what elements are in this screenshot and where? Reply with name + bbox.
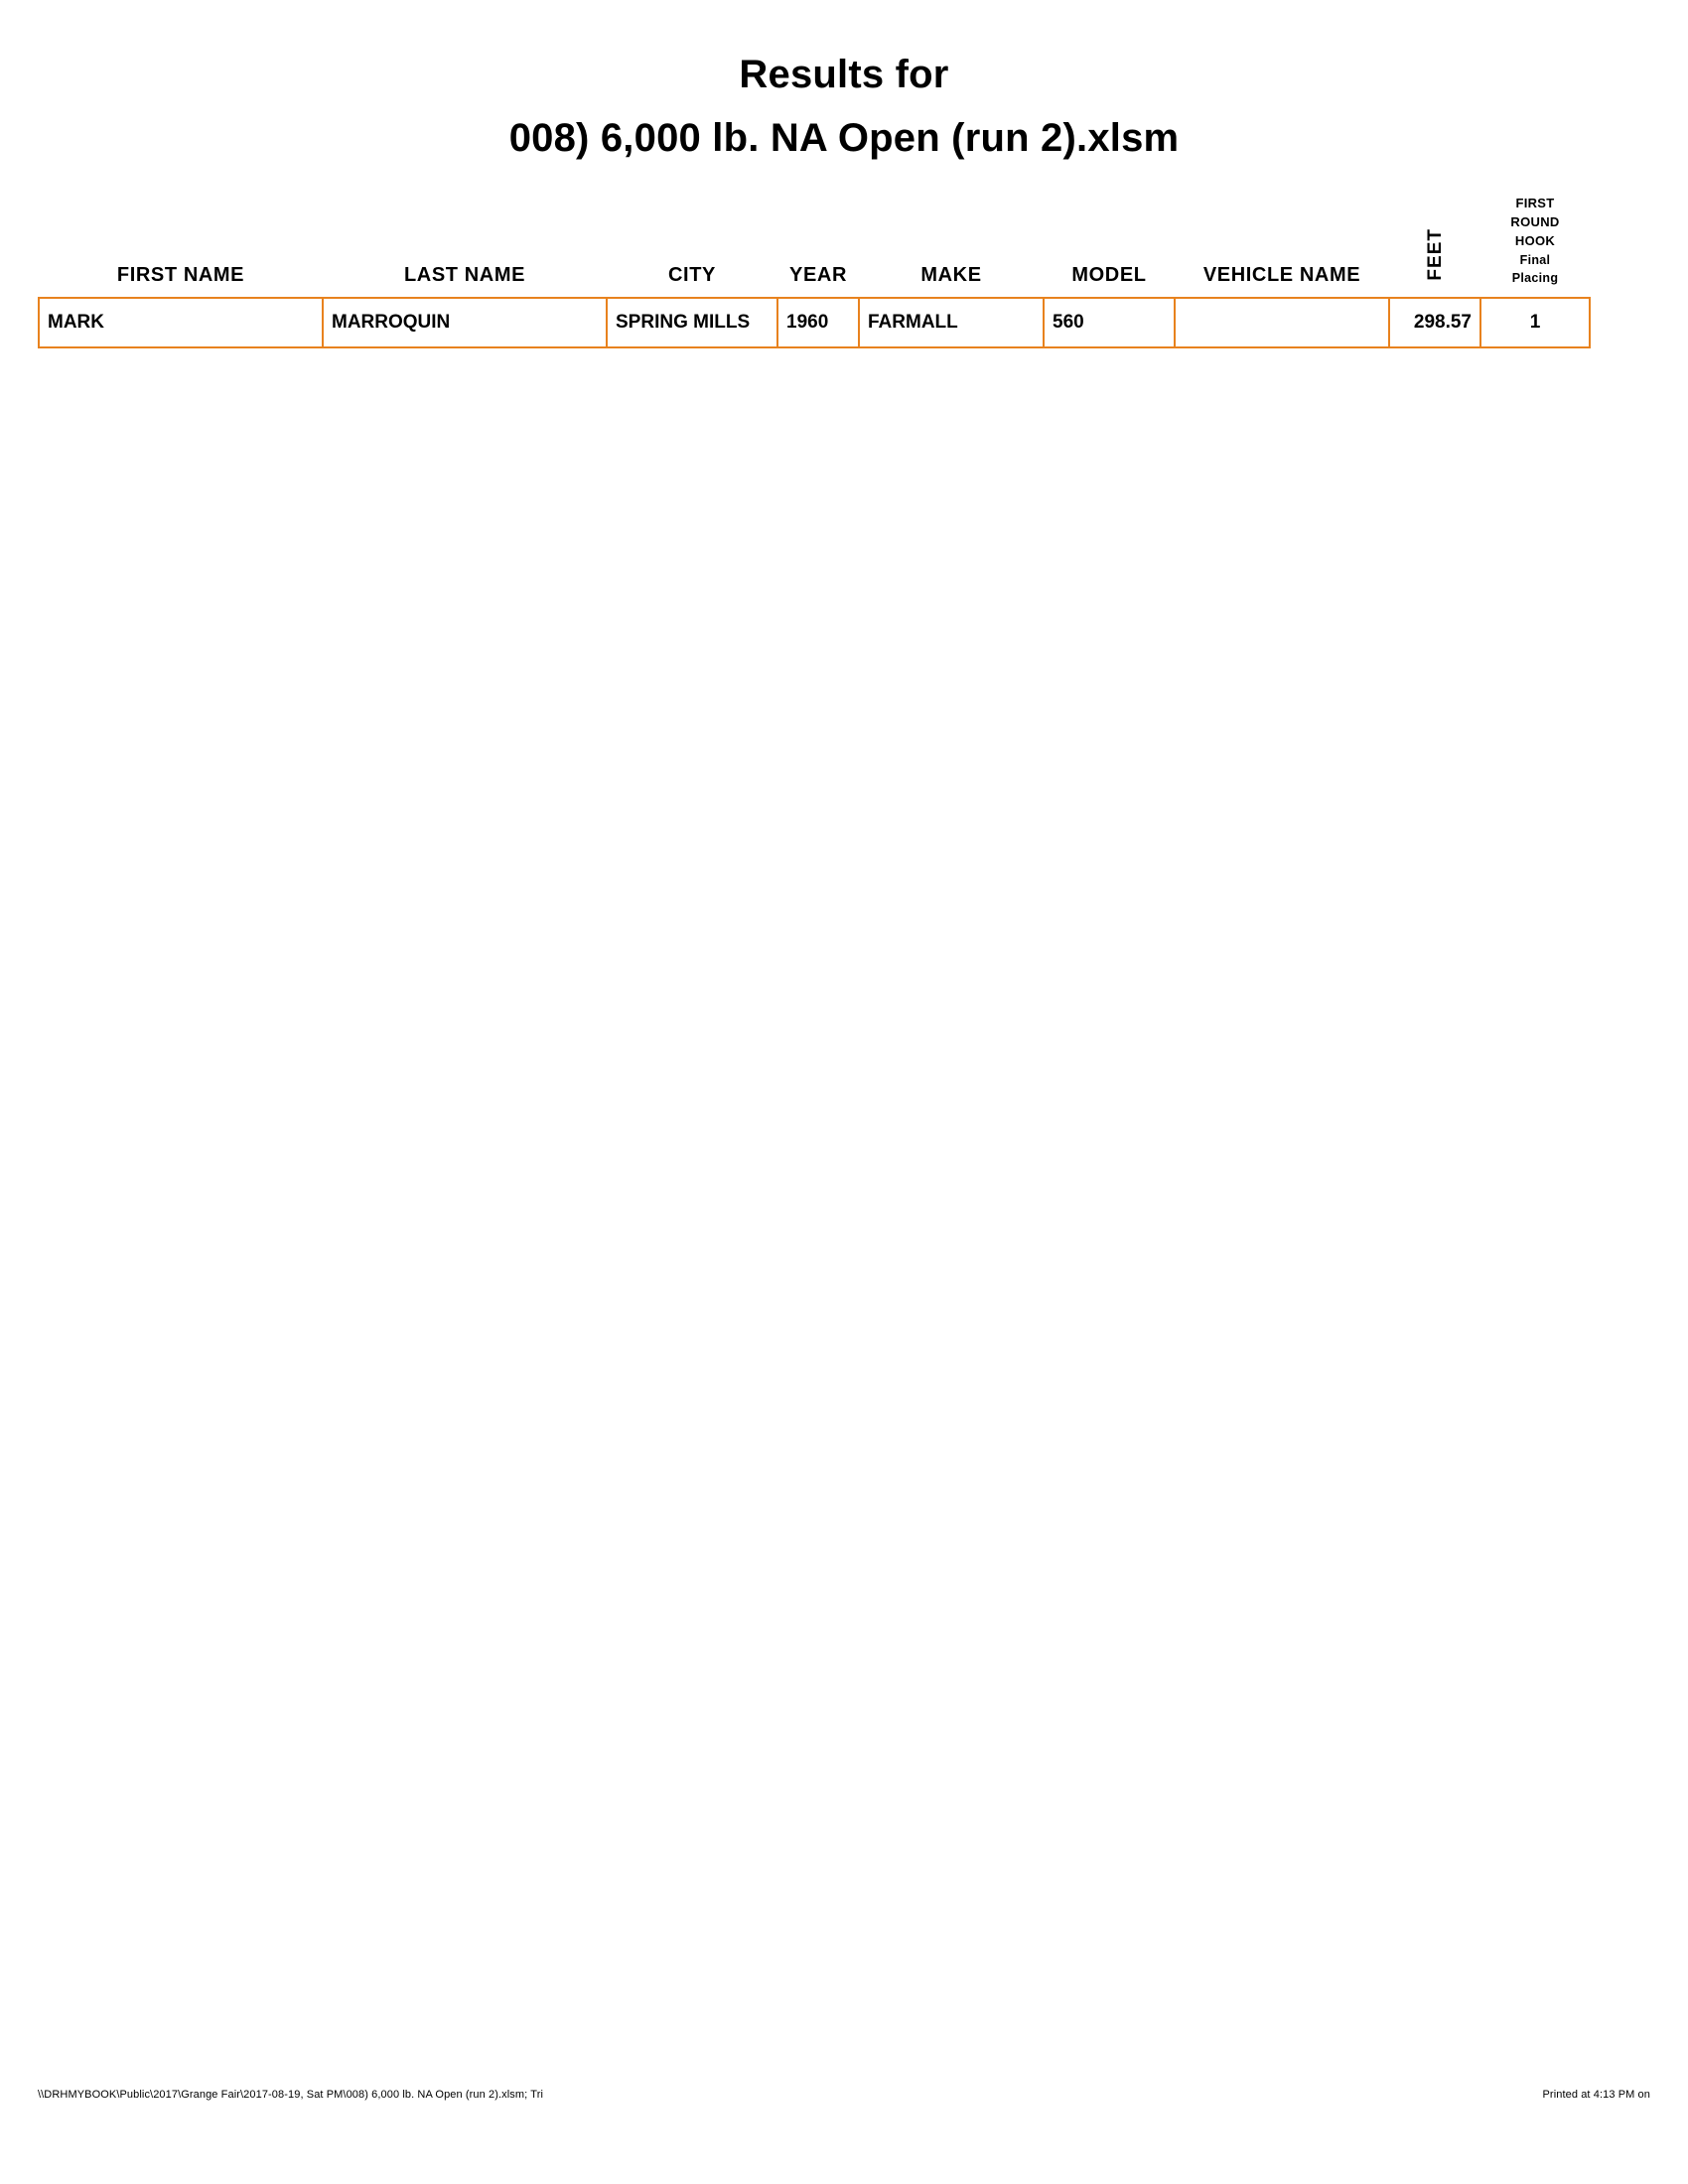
footer-file-path: \\DRHMYBOOK\Public\2017\Grange Fair\2017-08-19, Sat PM\008) 6,000 lb. NA Open (run 2).xlsm; Tri — [38, 2089, 543, 2101]
cell-city: SPRING MILLS — [607, 298, 777, 347]
cell-last-name: MARROQUIN — [323, 298, 607, 347]
footer-print-time: Printed at 4:13 PM on — [1542, 2089, 1650, 2101]
column-header-model: MODEL — [1071, 263, 1147, 286]
column-header-final-placing — [1480, 195, 1590, 298]
cell-feet: 298.57 — [1389, 298, 1480, 347]
cell-final-placing: 1 — [1480, 298, 1590, 347]
column-header-feet — [1389, 195, 1480, 298]
cell-year: 1960 — [777, 298, 859, 347]
final-placing-line3: HOOK — [1514, 232, 1556, 248]
cell-vehicle-name — [1175, 298, 1389, 347]
page-footer — [38, 2089, 1650, 2101]
table-header — [39, 195, 1590, 298]
final-placing-header-stack — [1480, 195, 1590, 287]
final-placing-line5: Placing — [1511, 270, 1559, 285]
final-placing-line1: FIRST — [1515, 196, 1555, 210]
table-header-row — [39, 195, 1590, 298]
results-table — [38, 195, 1591, 348]
final-placing-line2: ROUND — [1510, 213, 1560, 229]
column-header-first-name: FIRST NAME — [116, 263, 245, 286]
final-placing-line4: Final — [1519, 252, 1551, 267]
cell-model: 560 — [1044, 298, 1175, 347]
cell-first-name: MARK — [39, 298, 323, 347]
column-header-make: MAKE — [920, 263, 982, 286]
table-body — [39, 298, 1590, 347]
column-header-feet-label: FEET — [1424, 228, 1446, 281]
title-block — [0, 0, 1688, 161]
table-row — [39, 298, 1590, 347]
page-title-line1: Results for — [739, 53, 949, 96]
column-header-year: YEAR — [789, 263, 847, 286]
cell-make: FARMALL — [859, 298, 1044, 347]
page-title-line2: 008) 6,000 lb. NA Open (run 2).xlsm — [508, 116, 1180, 160]
column-header-last-name: LAST NAME — [403, 263, 526, 286]
column-header-vehicle-name: VEHICLE NAME — [1202, 263, 1361, 286]
results-table-wrapper — [38, 195, 1589, 348]
column-header-city: CITY — [668, 263, 716, 286]
